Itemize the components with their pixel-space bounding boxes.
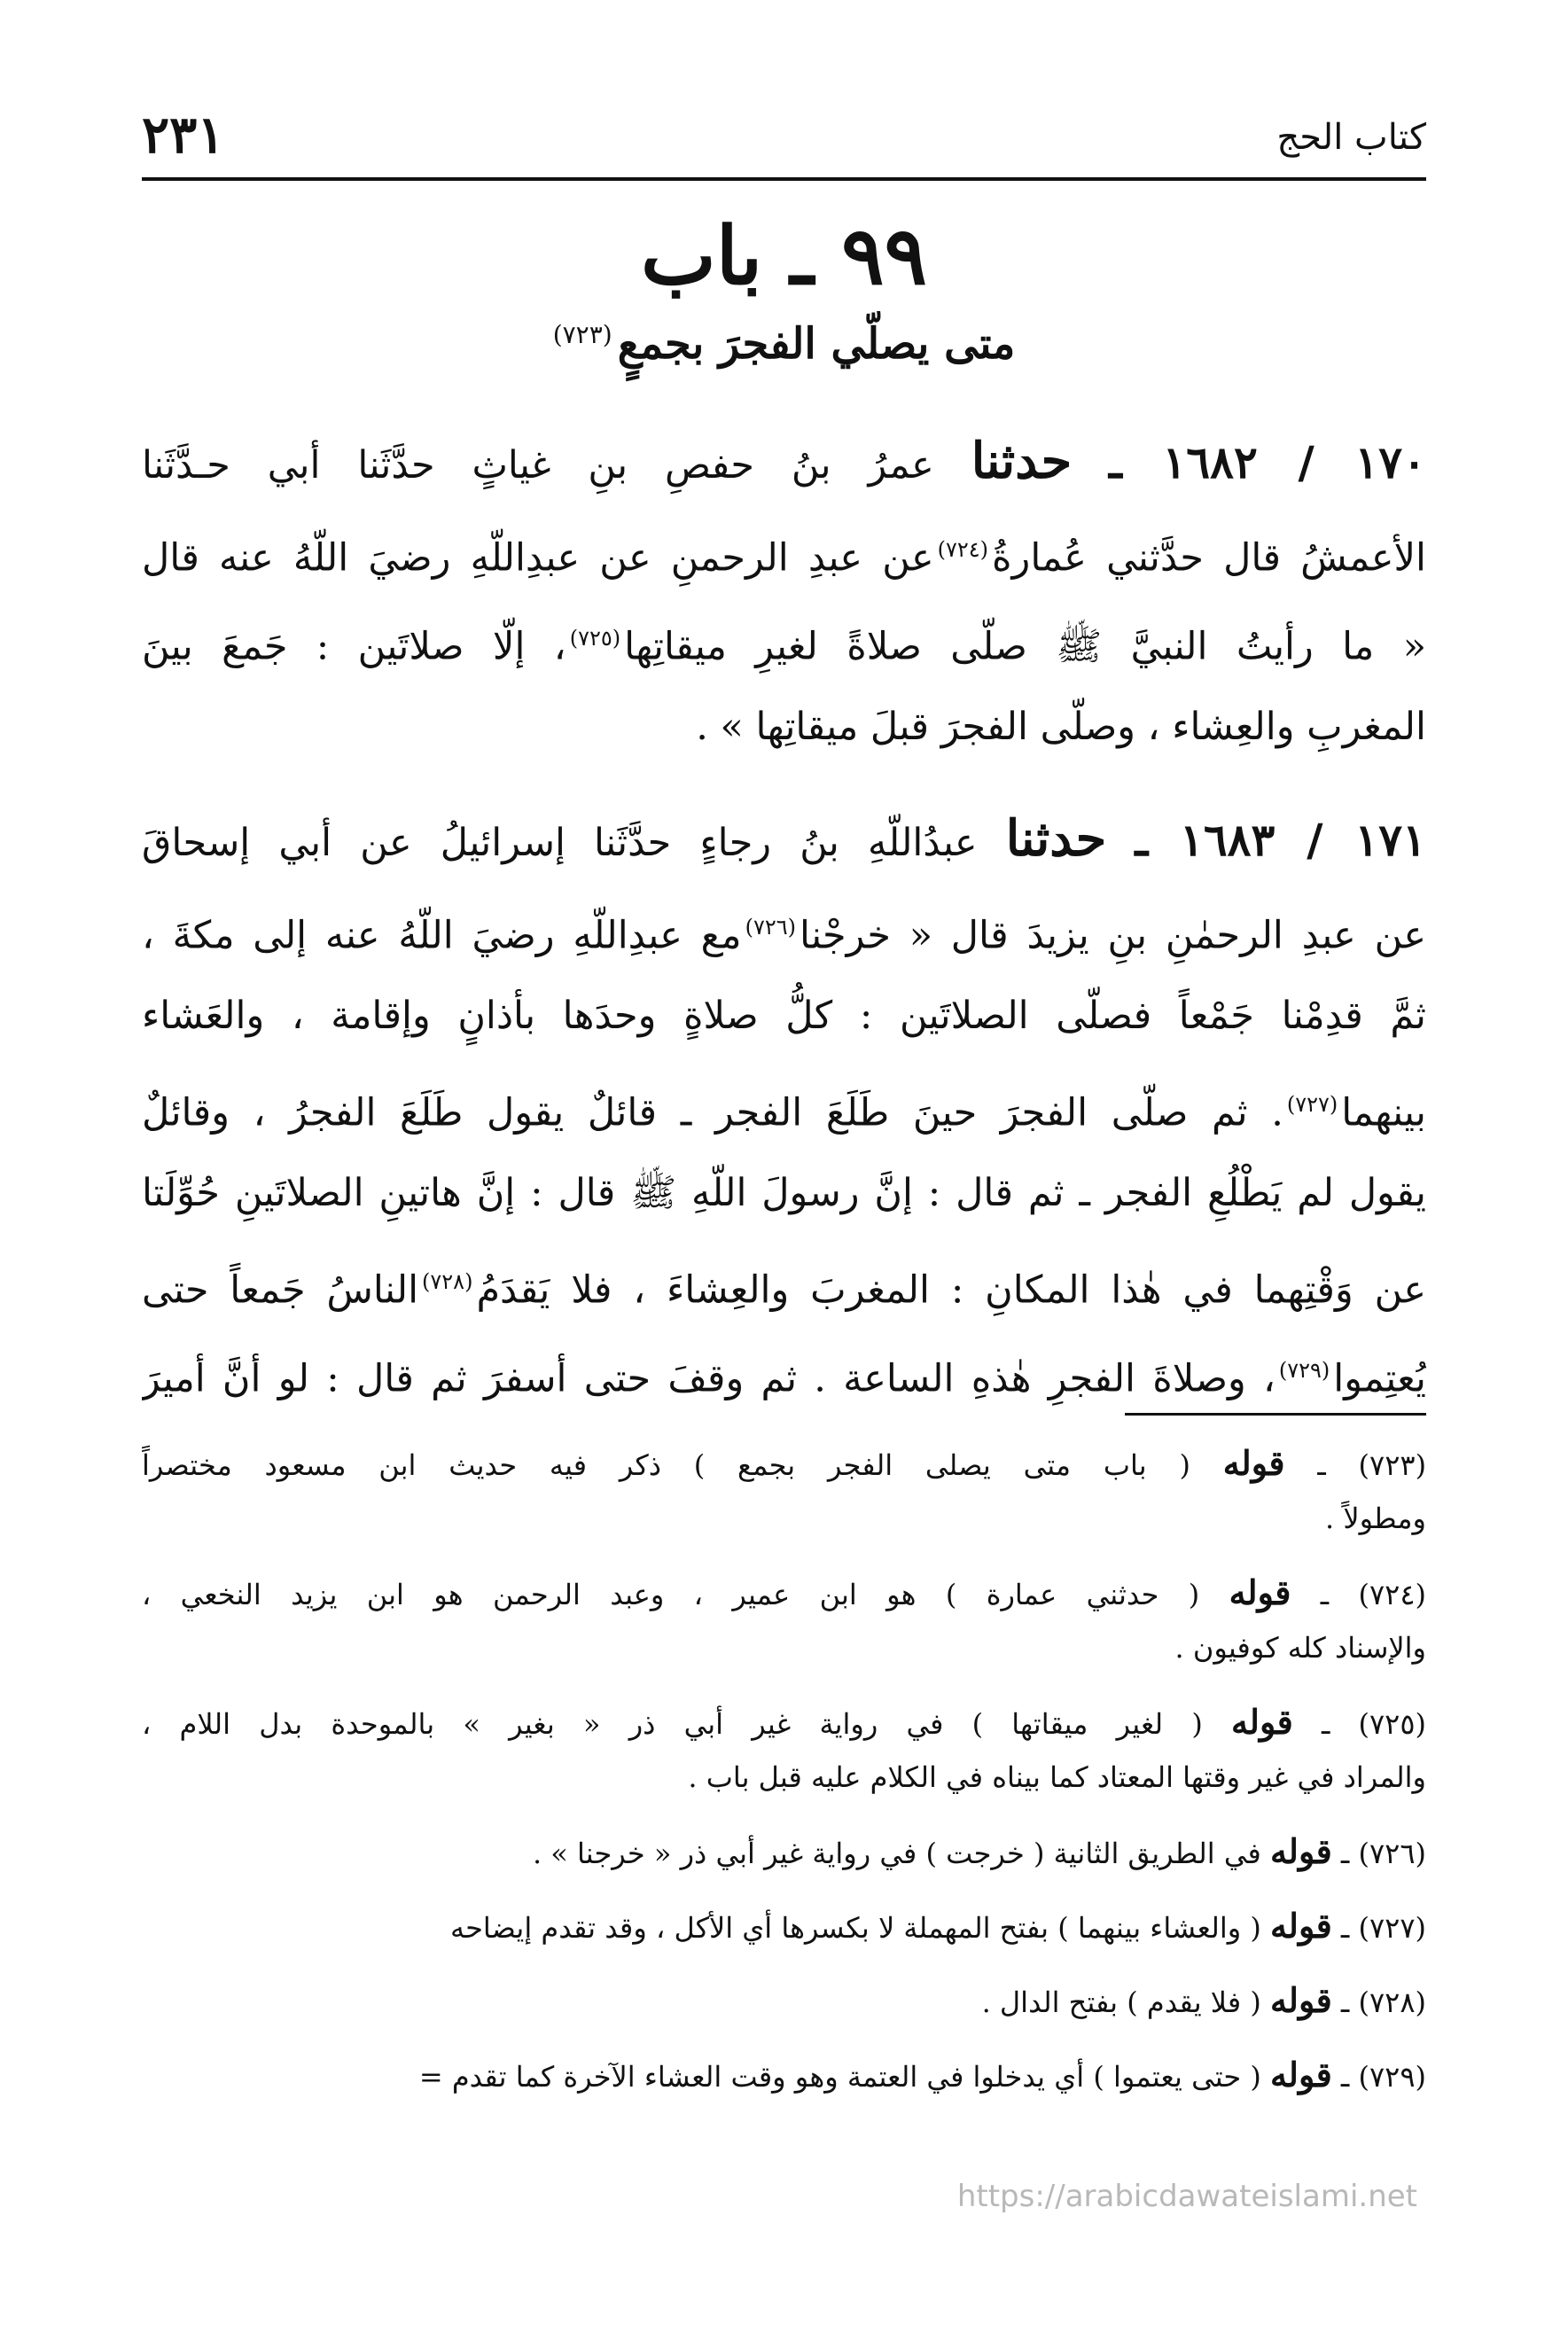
footnote-line (142, 1436, 1426, 1491)
hadith-number: ١٧١ / ١٦٨٣ ـ (1135, 814, 1426, 866)
footnote-number: (٧٢٤) ـ (1320, 1578, 1426, 1611)
footnote-line (142, 1491, 1426, 1546)
text-span: ، وصلاةَ الفجرِ هٰذهِ الساعة . ثم وقفَ حتى أسفرَ ثم قال : لو أنَّ أميرَ (142, 1356, 1275, 1401)
footnote-number: (٧٢٣) ـ (1317, 1448, 1426, 1482)
footnote-reference[interactable]: (٧٢٣) (552, 320, 612, 349)
haddathana-keyword: حدثنا (1005, 809, 1107, 868)
footnote-item (142, 2048, 1426, 2102)
footnote-line (142, 1750, 1426, 1805)
text-line (142, 417, 1426, 505)
text-span: ثمَّ قدِمْنا جَمْعاً فصلّى الصلاتَين : كلُّ صلاةٍ وحدَها بأذانٍ وإقامة ، والعَشاء (142, 994, 1426, 1038)
text-line (142, 505, 1426, 594)
text-line (142, 971, 1426, 1060)
footnote-item (142, 1824, 1426, 1879)
footnote-item (142, 1973, 1426, 2028)
text-span: الأعمشُ قال حدَّثني عُمارةُ (992, 535, 1426, 581)
footnote-text: ( حتى يعتموا ) أي يدخلوا في العتمة وهو وقت العشاء الآخرة كما تقدم = (418, 2060, 1261, 2094)
footnote-line (142, 1824, 1426, 1879)
footnote-item (142, 1436, 1426, 1546)
text-span: عبدُاللّهِ بنُ رجاءٍ حدَّثَنا إسرائيلُ عن أبي إسحاقَ (142, 821, 978, 865)
page-number: ٢٣١ (142, 105, 225, 165)
header-divider (142, 177, 1426, 181)
footnote-text: ( حدثني عمارة ) هو ابن عمير ، وعبد الرحمن هو ابن يزيد النخعي ، (142, 1578, 1200, 1611)
text-line (142, 883, 1426, 971)
text-span: المغربِ والعِشاء ، وصلّى الفجرَ قبلَ ميقاتِها » . (696, 705, 1426, 749)
footnote-number: (٧٢٧) ـ (1340, 1911, 1426, 1945)
footnote-item (142, 1565, 1426, 1675)
text-line (142, 594, 1426, 683)
footnote-text: ( والعشاء بينهما ) بفتح المهملة لا بكسرها أي الأكل ، وقد تقدم إيضاحه (449, 1911, 1261, 1945)
footnote-reference[interactable]: (٧٢٦) (745, 915, 796, 940)
footnote-reference[interactable]: (٧٢٨) (422, 1269, 473, 1294)
chapter-heading: ٩٩ ـ باب (641, 209, 927, 303)
footnote-reference[interactable]: (٧٢٤) (937, 537, 989, 562)
text-span: . ثم صلّى الفجرَ حينَ طَلَعَ الفجر ـ قائلٌ يقول طَلَعَ الفجرُ ، وقائلٌ (142, 1090, 1283, 1135)
footnote-keyword: قوله (1231, 1702, 1293, 1742)
text-line (142, 794, 1426, 883)
hadith-number: ١٧٠ / ١٦٨٢ ـ (1109, 436, 1426, 488)
text-span: ، إلّا صلاتَين : جَمعَ بينَ (142, 624, 566, 669)
text-line (142, 1326, 1426, 1415)
book-title: كتاب الحج (1276, 117, 1426, 158)
footnote-reference[interactable]: (٧٢٧) (1286, 1092, 1338, 1117)
text-span: عمرُ بنُ حفصِ بنِ غياثٍ حدَّثَنا أبي حـدَّثَنا (142, 443, 934, 488)
footnote-text: ( فلا يقدم ) بفتح الدال . (981, 1985, 1261, 2019)
text-line (142, 1149, 1426, 1237)
text-span: يُعتِموا (1333, 1356, 1426, 1401)
footnote-line (142, 1899, 1426, 1954)
footnote-line (142, 1565, 1426, 1620)
text-span: مع عبدِاللّهِ رضيَ اللّهُ عنه إلى مكةَ ، (142, 913, 742, 958)
footnote-text: والإسناد كله كوفيون . (1174, 1631, 1426, 1665)
footnote-text: ومطولاً . (1325, 1502, 1426, 1535)
footnote-item (142, 1899, 1426, 1954)
text-span: الناسُ جَمعاً حتى (142, 1268, 419, 1313)
chapter-subtitle-text: متى يصلّي الفجرَ بجمعٍ (617, 319, 1016, 369)
footnote-line (142, 1695, 1426, 1750)
footnote-text: ( باب متى يصلى الفجر بجمع ) ذكر فيه حديث ابن مسعود مختصراً (142, 1448, 1190, 1482)
text-span: يقول لم يَطْلُعِ الفجر ـ ثم قال : إنَّ رسولَ اللّهِ ﷺ قال : إنَّ هاتينِ الصلاتَينِ حُوِّلَتا (142, 1171, 1426, 1215)
text-span: عن وَقْتِهما في هٰذا المكانِ : المغربَ والعِشاءَ ، فلا يَقدَمُ (476, 1268, 1426, 1313)
main-text (142, 417, 1426, 1438)
hadith-block (142, 794, 1426, 1415)
footnote-line (142, 1620, 1426, 1675)
footnote-line (142, 1973, 1426, 2028)
footnote-keyword: قوله (1270, 2055, 1332, 2094)
footnote-keyword: قوله (1222, 1443, 1285, 1483)
chapter-subtitle (142, 319, 1426, 369)
haddathana-keyword: حدثنا (971, 432, 1073, 490)
watermark-url[interactable]: https://arabicdawateislami.net (956, 2179, 1417, 2214)
footnote-number: (٧٢٦) ـ (1340, 1837, 1426, 1870)
running-header (142, 105, 1426, 176)
text-line (142, 1237, 1426, 1326)
text-span: « ما رأيتُ النبيَّ ﷺ صلّى صلاةً لغيرِ ميقاتِها (624, 624, 1426, 669)
footnote-keyword: قوله (1270, 1906, 1332, 1946)
footnote-text: والمراد في غير وقتها المعتاد كما بيناه في الكلام عليه قبل باب . (688, 1760, 1426, 1794)
footnote-line (142, 2048, 1426, 2102)
text-span: عن عبدِ الرحمنِ عن عبدِاللّهِ رضيَ اللّهُ عنه قال (142, 535, 934, 581)
footnote-item (142, 1695, 1426, 1805)
footnote-text: في الطريق الثانية ( خرجت ) في رواية غير أبي ذر « خرجنا » . (532, 1837, 1261, 1870)
footnote-number: (٧٢٥) ـ (1321, 1707, 1426, 1741)
footnote-text: ( لغير ميقاتها ) في رواية غير أبي ذر « بغير » بالموحدة بدل اللام ، (142, 1707, 1203, 1741)
footnote-keyword: قوله (1270, 1831, 1332, 1871)
footnote-reference[interactable]: (٧٢٥) (569, 626, 621, 651)
text-line (142, 683, 1426, 771)
hadith-block (142, 417, 1426, 771)
footnote-number: (٧٢٩) ـ (1340, 2060, 1426, 2094)
text-span: بينهما (1341, 1090, 1426, 1135)
text-line (142, 1060, 1426, 1149)
footnotes-section (142, 1436, 1426, 2122)
footnote-reference[interactable]: (٧٢٩) (1278, 1358, 1330, 1383)
footnote-divider (1125, 1413, 1426, 1416)
footnote-number: (٧٢٨) ـ (1340, 1985, 1426, 2019)
footnote-keyword: قوله (1270, 1980, 1332, 2020)
text-span: عن عبدِ الرحمٰنِ بنِ يزيدَ قال « خرجْنا (799, 913, 1426, 958)
footnote-keyword: قوله (1229, 1572, 1291, 1612)
